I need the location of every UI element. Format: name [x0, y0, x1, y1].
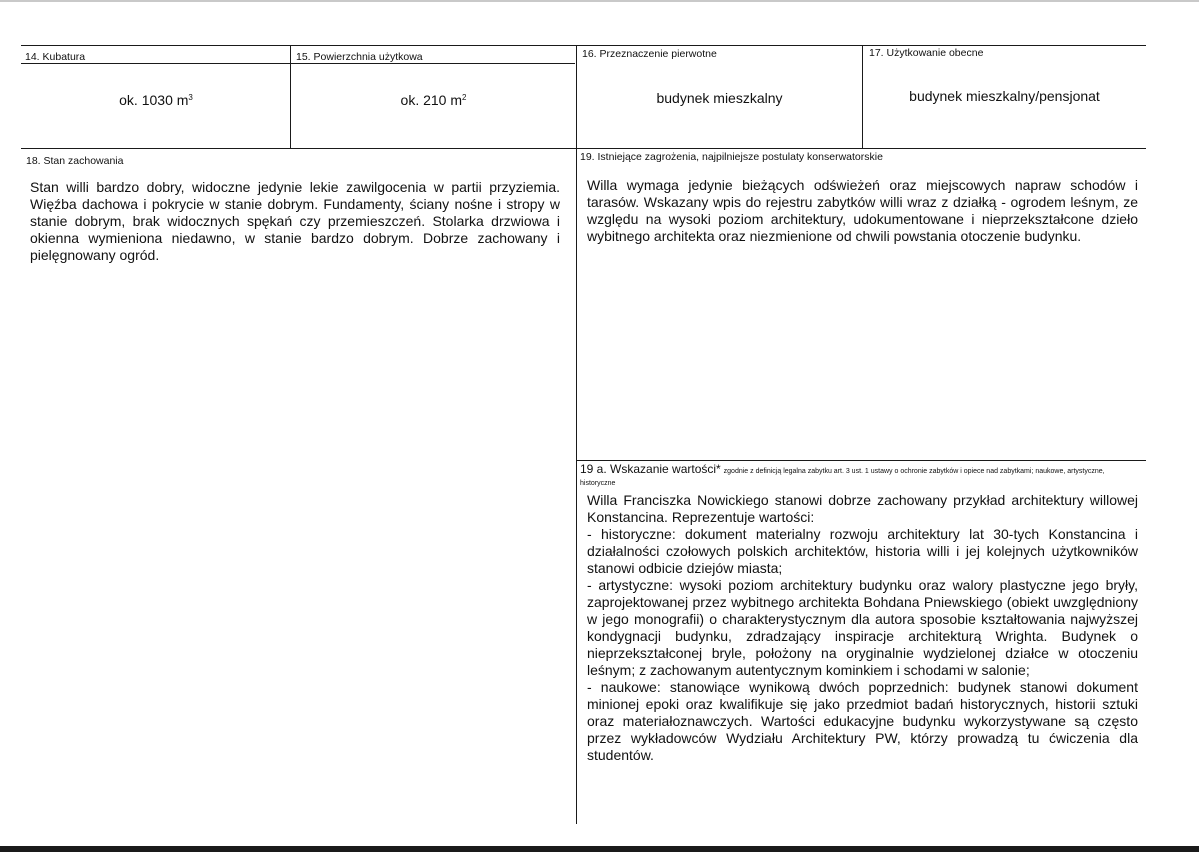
- field-15-value-sup: 2: [462, 93, 467, 102]
- field-18-text: Stan willi bardzo dobry, widoczne jedynie lekie zawilgocenia w partii przyziemia. Więźba dachowa i pokrycie w stanie dobrym. Fundamenty, ściany nośne i stropy w stanie dobrym, brak widocznych spękań czy przemieszczeń. Stolarka drzwiowa i okienna wymieniona niedawno, w stanie bardzo dobrym. Dobrze zachowany i pielęgnowany ogród.: [30, 179, 560, 263]
- rule-col-18-19: [576, 148, 577, 824]
- rule-label-underline-15: [291, 63, 575, 64]
- rule-row-divider: [21, 148, 1146, 149]
- field-17-value: budynek mieszkalny/pensjonat: [909, 88, 1100, 104]
- rule-label-underline-14: [21, 63, 290, 64]
- field-14-label: 14. Kubatura: [25, 51, 86, 63]
- field-19-label: 19. Istniejące zagrożenia, najpilniejsze postulaty konserwatorskie: [580, 151, 883, 163]
- rule-top-row: [21, 45, 1146, 46]
- field-19a-paragraph-scientific: - naukowe: stanowiące wynikową dwóch poprzednich: budynek stanowi dokument minionej epoki oraz kwalifikuje się jako przedmiot badań historycznych, historii sztuki oraz materiałoznawczych. Wartości edukacyjne budynku wykorzystywane są często przez wykładowców Wydziału Architektury PW, którzy prowadzą tu ćwiczenia dla studentów.: [587, 679, 1138, 763]
- field-15-label: 15. Powierzchnia użytkowa: [296, 51, 423, 63]
- field-16-label: 16. Przeznaczenie pierwotne: [582, 48, 717, 60]
- field-19a-text: [587, 492, 1138, 764]
- field-14-value-text: ok. 1030 m: [119, 92, 189, 108]
- field-16-value: budynek mieszkalny: [656, 90, 783, 106]
- field-14-value-sup: 3: [188, 93, 193, 102]
- page-top-edge: [0, 0, 1199, 2]
- field-19a-paragraph-intro: Willa Franciszka Nowickiego stanowi dobrze zachowany przykład architektury willowej Konstancina. Reprezentuje wartości:: [587, 492, 1138, 525]
- rule-19-19a-divider: [577, 460, 1146, 461]
- field-19a-label-note: zgodnie z definicją legalna zabytku art. 3 ust. 1 ustawy o ochronie zabytków i opiece nad zabytkami; naukowe, artystyczne, historyczne: [580, 468, 1105, 487]
- field-18-label: 18. Stan zachowania: [26, 155, 124, 167]
- field-19-text: Willa wymaga jedynie bieżących odświeżeń oraz miejscowych napraw schodów i tarasów. Wskazany wpis do rejestru zabytków willi wraz z działką - ogrodem leśnym, ze względu na wysoki poziom architektury, udokumentowane i nieprzekształcone dzieło wybitnego architekta oraz niezmienione od chwili powstania otoczenie budynku.: [587, 177, 1138, 244]
- page-bottom-edge: [0, 846, 1199, 852]
- field-15-value-text: ok. 210 m: [400, 92, 463, 108]
- field-14-value: [22, 92, 290, 108]
- field-17-label: 17. Użytkowanie obecne: [869, 47, 984, 59]
- field-19a-label: [580, 463, 1140, 488]
- field-15-value: [291, 92, 576, 108]
- field-19a-label-main: 19 a. Wskazanie wartości*: [580, 462, 721, 476]
- field-19a-paragraph-artistic: - artystyczne: wysoki poziom architektury budynku oraz walory plastyczne jego bryły, zaprojektowanej przez wybitnego architekta Bohdana Pniewskiego (obiekt uwzględniony w jego monografii) o charakterystycznym dla autora sposobie kształtowania najwyższej kondygnacji budynku, zdradzający inspiracje architekturą Wrighta. Budynek o nieprzekształconej bryle, położony na oryginalnie wydzielonej działce w otoczeniu leśnym; z zachowanym autentycznym kominkiem i schodami w salonie;: [587, 577, 1138, 678]
- field-19a-paragraph-historical: - historyczne: dokument materialny rozwoju architektury lat 30-tych Konstancina i działalności czołowych polskich architektów, historia willi i jej kolejnych użytkowników stanowi odbicie dziejów miasta;: [587, 526, 1138, 576]
